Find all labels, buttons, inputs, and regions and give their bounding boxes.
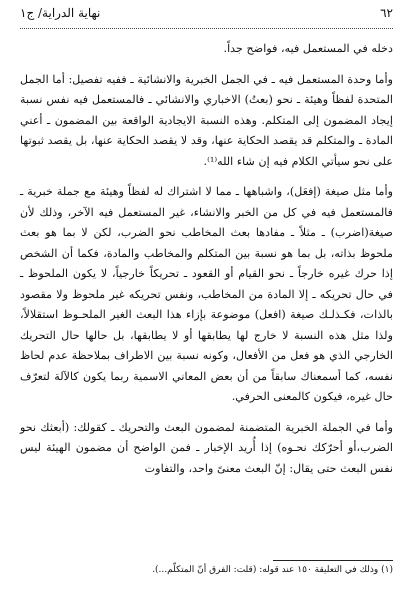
page-header [20,6,393,29]
footnote-rule [273,560,393,561]
paragraph: وأما وحدة المستعمل فيه ـ في الجمل الخبرية والانشائية ـ ففيه تفصيل: أما الجمل المتحدة لفظاً وهيئة ـ نحو (بعتُ) الاخباري والانشائي ـ فالمستعمل فيه نفس نسبة إيجاد المضمون إلى المتكلم. وهذه النسبة الايجادية الواقعة بين المضمون ـ أعني المادة ـ والمتكلم قد يقصد الحكاية عنها، وقد لا يقصد الحكاية عنها، بل يقصد ثبوتها على نحو سيأتي الكلام فيه إن شاء الله⁽¹⁾. [20,72,393,168]
footnote: (١) وذلك في التعليقة ١٥٠ عند قوله: (قلت: الفرق أنّ المتكلّم...). [152,565,393,575]
paragraph: وأما في الجملة الخبرية المتضمنة لمضمون البعث والتحريك ـ كقولك: (أبعثك نحو الضرب،أو أحرّكك نحـوه) إذا أُريد الإخبار ـ فمن الواضح أن مضمون الهيئة ليس نفس البعث حتى يقال: إنّ البعث معنىً واحد، والتفاوت [20,420,393,475]
paragraph: دخله في المستعمل فيه، فواضح جداً. [223,42,393,55]
footnote-area [20,560,393,577]
page-number: ٦٢ [380,6,393,20]
paragraph: وأما مثل صيغة (إفعَل)، واشباهها ـ مما لا اشتراك له لفظاً وهيئة مع جملة خبرية ـ فالمستعمل فيه في كل من الخبر والانشاء، غير المستعمل فيه الآخر، وذلك لأن صيغة(اضرب) ـ مثلاً ـ مفادها بعث المخاطب نحو الضرب، لكن لا بما هو بعث ملحوظ بذاته، بل بما هو نسبة بين المتكلم والمخاطب والمادة، فكما أن الشخص إذا حرك غيره خارجاً ـ نحو القيام أو القعود ـ تحريكاً خارجياً، لا يكون الملحوظ ـ في حال تحريكه ـ إلا المادة من المخاطب، ونفس تحريكه غير ملحوظ ولا مقصود بالذات، فكـذلـك صيغة (افعل) موضوعة بإزاء هذا البعث الغير الملحـوظ استقلالاً، ولذا مثل هذه النسبة لا خارج لها يطابقها أو لا يطابقها، بل حالها حال التحريك الخارجي الذي هو فعل من الأفعال، وكونه نسبة بين الاطراف بملاحظة عدم لحاظ نفسه، كما أسمعناك سابقاً من أن بعض المعاني الاسمية ربما يكون كالآلة لتعرّف حال غيره، فيكون كالمعنى الحرفي. [20,185,393,403]
running-title: نهاية الدراية/ ج١ [20,6,101,20]
page-body [20,39,393,479]
